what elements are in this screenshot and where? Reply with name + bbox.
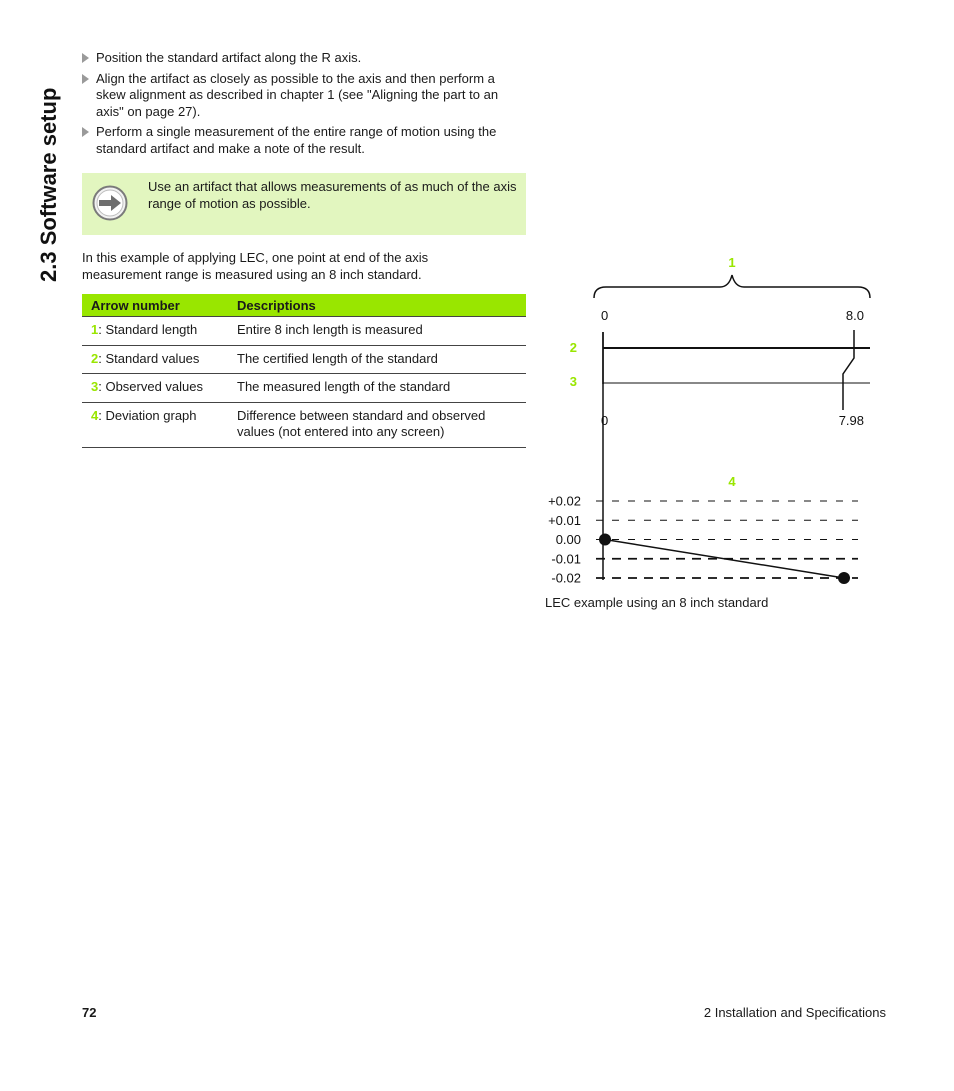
instruction-item [82, 50, 526, 67]
instruction-list [82, 50, 526, 161]
intro-paragraph: In this example of applying LEC, one point at end of the axis measurement range is measured using an 8 inch standard. [82, 250, 429, 282]
header-descriptions: Descriptions [228, 294, 526, 317]
table-header-row [82, 294, 526, 317]
chapter-title: 2 Installation and Specifications [703, 1005, 886, 1020]
callout-2: 2 [569, 340, 577, 355]
note-box [82, 173, 526, 235]
arrow-right-icon [92, 185, 128, 221]
standard-end-label: 8.0 [845, 308, 864, 323]
instruction-text: Perform a single measurement of the entire range of motion using the standard artifact and make a note of the result. [96, 124, 497, 156]
observed-end-label: 7.98 [838, 413, 864, 428]
row-label: : Standard values [98, 350, 200, 366]
table-cell-label [82, 374, 228, 403]
callout-1: 1 [728, 255, 736, 270]
row-label: : Deviation graph [98, 407, 197, 423]
y-tick-label: +0.01 [548, 512, 581, 528]
bullet-triangle-icon [82, 127, 89, 137]
figure-caption: LEC example using an 8 inch standard [545, 595, 769, 610]
arrow-number: 4 [91, 407, 99, 423]
deviation-point [599, 534, 611, 546]
standard-end-marker [843, 330, 854, 410]
page-number: 72 [82, 1005, 97, 1020]
arrow-number: 1 [91, 322, 99, 337]
note-text: Use an artifact that allows measurements of as much of the axis range of motion as possible. [148, 179, 517, 211]
table-cell-description: Entire 8 inch length is measured [228, 317, 526, 346]
table-row [82, 374, 526, 403]
arrow-number: 3 [91, 379, 99, 394]
callout-4: 4 [728, 474, 736, 489]
standard-length-brace [594, 275, 870, 298]
table-row [82, 317, 526, 346]
lec-diagram [530, 250, 880, 590]
instruction-item [82, 71, 526, 121]
section-title-vertical [14, 50, 61, 290]
table-row [82, 402, 526, 447]
deviation-graph [548, 494, 858, 586]
table-row [82, 345, 526, 374]
standard-start-label: 0 [601, 308, 609, 323]
y-tick-label: -0.01 [551, 551, 581, 567]
row-label: : Standard length [98, 322, 198, 337]
y-tick-label: +0.02 [548, 493, 581, 509]
row-label: : Observed values [98, 379, 204, 394]
deviation-point [838, 572, 850, 584]
table-cell-description: The certified length of the standard [228, 345, 526, 374]
callout-3: 3 [569, 374, 577, 389]
section-title: 2.3 Software setup [36, 87, 61, 282]
table-cell-description: Difference between standard and observed values (not entered into any screen) [228, 402, 526, 447]
y-tick-label: 0.00 [555, 532, 581, 547]
instruction-text: Position the standard artifact along the R axis. [96, 50, 362, 65]
y-tick-label: -0.02 [551, 570, 581, 586]
header-arrow-number: Arrow number [82, 294, 228, 317]
table-cell-label [82, 402, 228, 447]
instruction-item [82, 124, 526, 157]
arrow-description-table [82, 294, 526, 448]
bullet-triangle-icon [82, 74, 89, 84]
instruction-text: Align the artifact as closely as possible to the axis and then perform a skew alignment as described in chapter 1 (see "Aligning the part to an axis" on page 27). [96, 70, 499, 119]
bullet-triangle-icon [82, 53, 89, 63]
table-cell-label [82, 345, 228, 374]
observed-start-label: 0 [601, 413, 609, 428]
table-cell-description: The measured length of the standard [228, 374, 526, 403]
table-cell-label [82, 317, 228, 346]
arrow-number: 2 [91, 350, 99, 366]
